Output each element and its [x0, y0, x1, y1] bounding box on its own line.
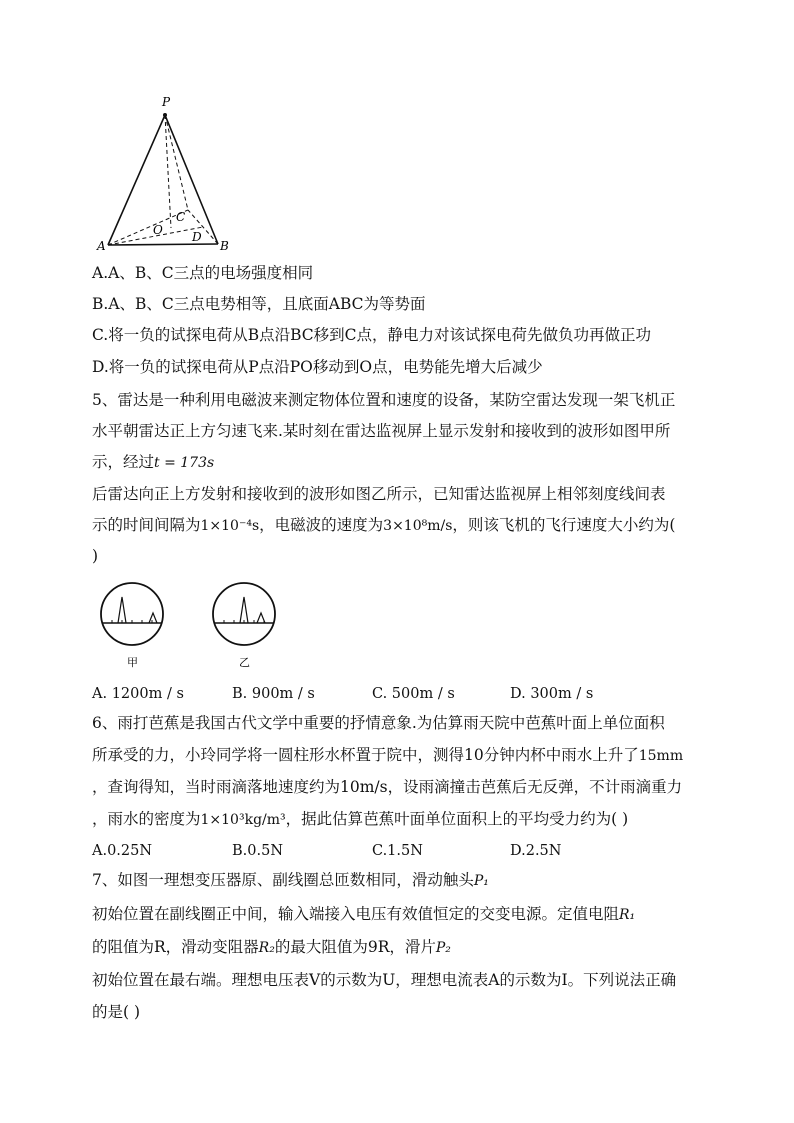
q7-line5: 的是( ) [92, 1003, 141, 1021]
q5-line6: ) [92, 547, 99, 565]
label-C: C [176, 210, 186, 224]
q6-option-c: C.1.5N [372, 843, 423, 859]
q7-p1: P₁ [473, 873, 489, 889]
q6-line4-b: ，据此估算芭蕉叶面单位面积上的平均受力约为( ) [285, 810, 629, 828]
q5-speed: 3×10⁸m/s [383, 518, 453, 534]
q6-option-d: D.2.5N [510, 843, 562, 859]
label-P: P [162, 95, 171, 109]
q6-line2-a: 所承受的力，小玲同学将一圆柱形水杯置于院中，测得10分钟内杯中雨水上升了 [92, 746, 639, 764]
q6-option-b: B.0.5N [232, 843, 284, 859]
q6-option-a: A.0.25N [92, 843, 153, 859]
q7-line3 [92, 936, 712, 959]
label-A: A [97, 239, 106, 253]
q7-r2: R₂ [258, 940, 275, 956]
q5-interval: 1×10⁻⁴s [200, 518, 260, 534]
q4-option-a: A.A、B、C三点的电场强度相同 [92, 264, 314, 282]
q7-line2 [92, 903, 712, 926]
q5-option-b: B. 900m / s [232, 686, 315, 702]
q5-line3-text: 示，经过 [92, 453, 155, 471]
q5-line3 [92, 451, 712, 474]
q5-line5-b: ，电磁波的速度为 [259, 516, 384, 534]
q7-line4: 初始位置在最右端。理想电压表V的示数为U，理想电流表A的示数为I。下列说法正确 [92, 971, 677, 989]
q7-line1 [92, 869, 712, 892]
q6-line2 [92, 744, 712, 767]
q7-line1-a: 7、如图一理想变压器原、副线圈总匝数相同，滑动触头 [92, 871, 474, 889]
q7-line3-a: 的阻值为R，滑动变阻器 [92, 938, 259, 956]
q5-option-a: A. 1200m / s [92, 686, 184, 702]
q5-line2: 水平朝雷达正上方匀速飞来.某时刻在雷达监视屏上显示发射和接收到的波形如图甲所 [92, 422, 671, 440]
pyramid-figure [92, 92, 252, 257]
q5-line1: 5、雷达是一种利用电磁波来测定物体位置和速度的设备，某防空雷达发现一架飞机正 [92, 391, 676, 409]
label-jia: 甲 [127, 656, 138, 669]
q6-line1: 6、雨打芭蕉是我国古代文学中重要的抒情意象.为估算雨天院中芭蕉叶面上单位面积 [92, 714, 665, 732]
q5-line5-c: ，则该飞机的飞行速度大小约为( [452, 516, 676, 534]
q5-option-c: C. 500m / s [372, 686, 455, 702]
q4-option-c: C.将一负的试探电荷从B点沿BC移到C点，静电力对该试探电荷先做负功再做正功 [92, 326, 652, 344]
q7-line2-a: 初始位置在副线圈正中间，输入端接入电压有效值恒定的交变电源。定值电阻 [92, 905, 620, 923]
q6-density: 1×10³kg/m³ [200, 812, 286, 828]
q5-option-d: D. 300m / s [510, 686, 594, 702]
q5-line5-a: 示的时间间隔为 [92, 516, 201, 534]
q5-t-formula: t = 173s [154, 455, 215, 471]
q6-line2-b: 15mm [638, 748, 684, 764]
q5-line5 [92, 514, 712, 537]
q6-line4 [92, 808, 712, 831]
radar-screen-jia [98, 580, 170, 670]
radar-screen-yi [210, 580, 282, 670]
label-D: D [192, 230, 202, 244]
q7-p2: P₂ [435, 940, 451, 956]
q4-option-d: D.将一负的试探电荷从P点沿PO移动到O点，电势能先增大后减少 [92, 358, 543, 376]
label-O: O [153, 223, 163, 237]
q7-r1: R₁ [619, 907, 636, 923]
q6-line4-a: ，雨水的密度为 [92, 810, 201, 828]
label-B: B [220, 239, 229, 253]
label-yi: 乙 [239, 656, 250, 669]
q7-line3-b: 的最大阻值为9R，滑片 [274, 938, 436, 956]
q5-line4: 后雷达向正上方发射和接收到的波形如图乙所示，已知雷达监视屏上相邻刻度线间表 [92, 485, 666, 503]
q4-option-b: B.A、B、C三点电势相等，且底面ABC为等势面 [92, 295, 426, 313]
q6-line3: ，查询得知，当时雨滴落地速度约为10m/s，设雨滴撞击芭蕉后无反弹，不计雨滴重力 [92, 778, 683, 796]
